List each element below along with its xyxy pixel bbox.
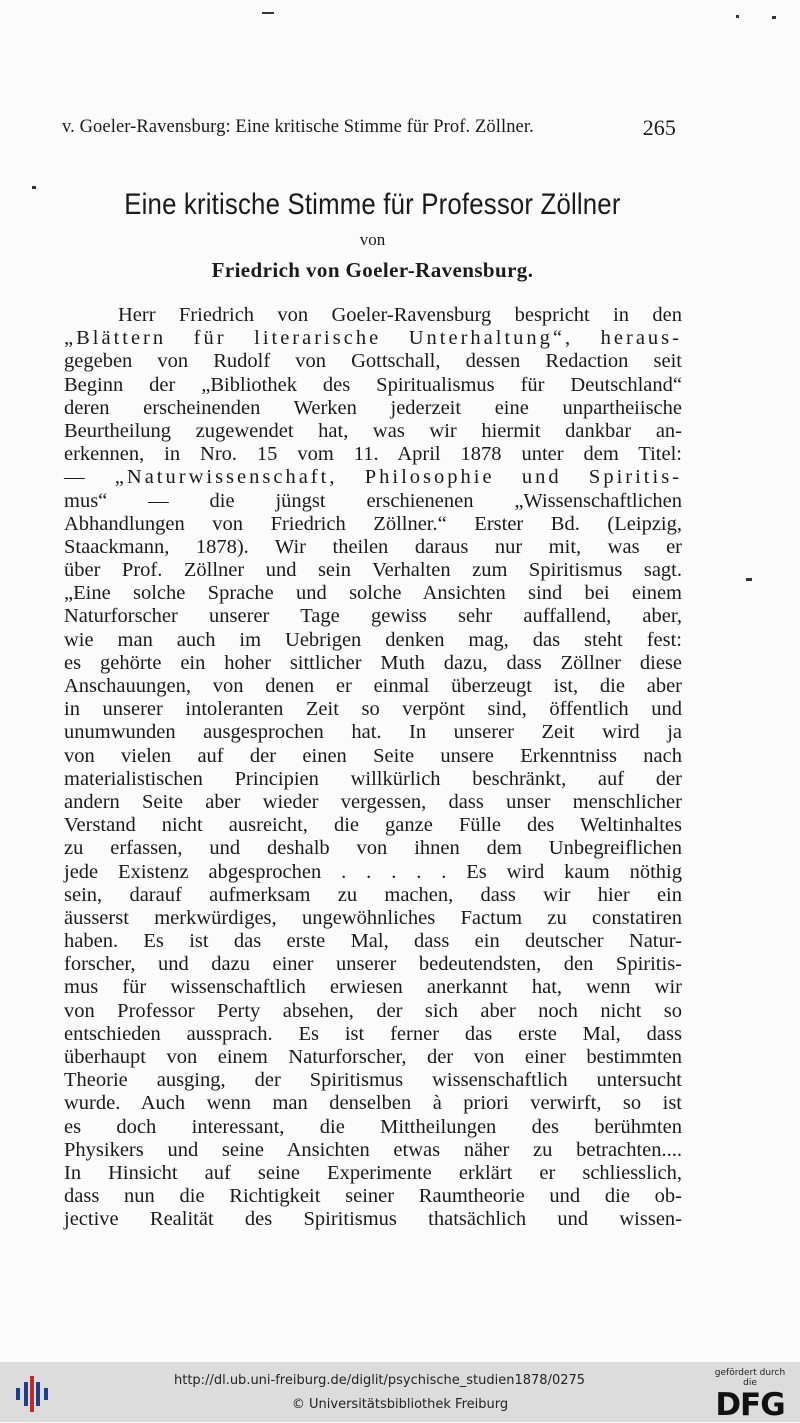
body-line: Abhandlungen von Friedrich Zöllner.“ Erster Bd. (Leipzig,	[64, 512, 682, 535]
body-line: Beginn der „Bibliothek des Spiritualismus für Deutschland“	[64, 373, 682, 396]
copyright-notice: © Universitätsbibliothek Freiburg	[291, 1397, 509, 1412]
body-line: haben. Es ist das erste Mal, dass ein deutscher Natur-	[64, 930, 682, 953]
body-line: mus“ — die jüngst erschienenen „Wissenschaftlichen	[64, 489, 682, 512]
body-line: zu erfassen, und deshalb von ihnen dem Unbegreiflichen	[64, 837, 682, 860]
body-line: Verstand nicht ausreicht, die ganze Fülle des Weltinhaltes	[64, 814, 682, 837]
scan-speck	[746, 578, 752, 581]
funder-logo-text: DFG	[715, 1387, 785, 1423]
body-line: Anschauungen, von denen er einmal überzeugt ist, die aber	[64, 675, 682, 697]
body-line: Physikers und seine Ansichten etwas näher zu betrachten....	[64, 1138, 682, 1161]
body-line: Naturforscher unserer Tage gewiss sehr auffallend, aber,	[64, 605, 682, 628]
body-line: gegeben von Rudolf von Gottschall, dessen Redaction seit	[64, 350, 682, 373]
scan-speck	[736, 15, 739, 18]
body-line: in unserer intoleranten Zeit so verpönt sind, öffentlich und	[64, 698, 682, 721]
body-line: über Prof. Zöllner und sein Verhalten zum Spiritismus sagt.	[64, 559, 682, 582]
body-line: überhaupt von einem Naturforscher, der von einer bestimmten	[64, 1046, 682, 1068]
body-line: Herr Friedrich von Goeler-Ravensburg bespricht in den	[118, 304, 682, 326]
body-line: dass nun die Richtigkeit seiner Raumtheorie und die ob-	[64, 1185, 682, 1208]
body-line: es gehörte ein hoher sittlicher Muth dazu, dass Zöllner diese	[64, 651, 682, 674]
body-line: deren erscheinenden Werken jederzeit eine unpartheiische	[64, 396, 682, 419]
article-byline: von	[359, 230, 386, 249]
running-head	[62, 117, 682, 138]
body-line: wie man auch im Uebrigen denken mag, das steht fest:	[64, 628, 682, 651]
body-line: materialistischen Principien willkürlich beschränkt, auf der	[64, 767, 682, 790]
body-line: Staackmann, 1878). Wir theilen daraus nur mit, was er	[64, 535, 682, 558]
permalink-url[interactable]: http://dl.ub.uni-freiburg.de/diglit/psychische_studien1878/0275	[174, 1373, 586, 1388]
dfg-logo[interactable]	[708, 1368, 792, 1422]
body-line: Theorie ausging, der Spiritismus wissenschaftlich untersucht	[64, 1069, 682, 1092]
body-line: von vielen auf der einen Seite unsere Erkenntniss nach	[64, 744, 682, 767]
viewer-footer	[0, 1362, 800, 1422]
scan-speck	[32, 186, 36, 189]
body-line: forscher, und dazu einer unserer bedeutendsten, den Spiritis-	[64, 953, 682, 976]
body-line: — „Naturwissenschaft, Philosophie und Spiritis-	[64, 466, 682, 489]
article-body	[64, 304, 682, 1232]
body-line: wurde. Auch wenn man denselben à priori verwirft, so ist	[64, 1092, 682, 1115]
body-line: äusserst merkwürdiges, ungewöhnliches Factum zu constatiren	[64, 906, 682, 929]
scan-speck	[772, 16, 776, 19]
body-line: In Hinsicht auf seine Experimente erklärt er schliesslich,	[64, 1161, 682, 1184]
body-line: sein, darauf aufmerksam zu machen, dass wir hier ein	[64, 883, 682, 906]
body-line: von Professor Perty absehen, der sich aber noch nicht so	[64, 999, 682, 1022]
body-line: jede Existenz abgesprochen . . . . . Es wird kaum nöthig	[64, 860, 682, 883]
body-line: „Eine solche Sprache und solche Ansichten sind bei einem	[64, 582, 682, 605]
body-line: Beurtheilung zugewendet hat, was wir hiermit dankbar an-	[64, 419, 682, 442]
scan-speck	[262, 12, 274, 14]
page-number: 265	[642, 115, 676, 140]
body-line: entschieden aussprach. Es ist ferner das erste Mal, dass	[64, 1022, 682, 1045]
body-line: „Blättern für literarische Unterhaltung“, heraus-	[64, 327, 682, 350]
article-title: Eine kritische Stimme für Professor Zöllner	[124, 188, 621, 221]
article-author: Friedrich von Goeler-Ravensburg.	[211, 258, 534, 282]
body-line: andern Seite aber wieder vergessen, dass unser menschlicher	[64, 790, 682, 813]
body-line: es doch interessant, die Mittheilungen des berühmten	[64, 1115, 682, 1138]
body-line: mus für wissenschaftlich erwiesen anerkannt hat, wenn wir	[64, 976, 682, 999]
body-line: erkennen, in Nro. 15 vom 11. April 1878 unter dem Titel:	[64, 443, 682, 466]
running-head-text: v. Goeler-Ravensburg: Eine kritische Stimme für Prof. Zöllner.	[62, 117, 534, 137]
body-line: jective Realität des Spiritismus thatsächlich und wissen-	[64, 1208, 682, 1231]
funder-caption: gefördert durch die	[714, 1368, 786, 1388]
body-line: unumwunden ausgesprochen hat. In unserer Zeit wird ja	[64, 721, 682, 744]
